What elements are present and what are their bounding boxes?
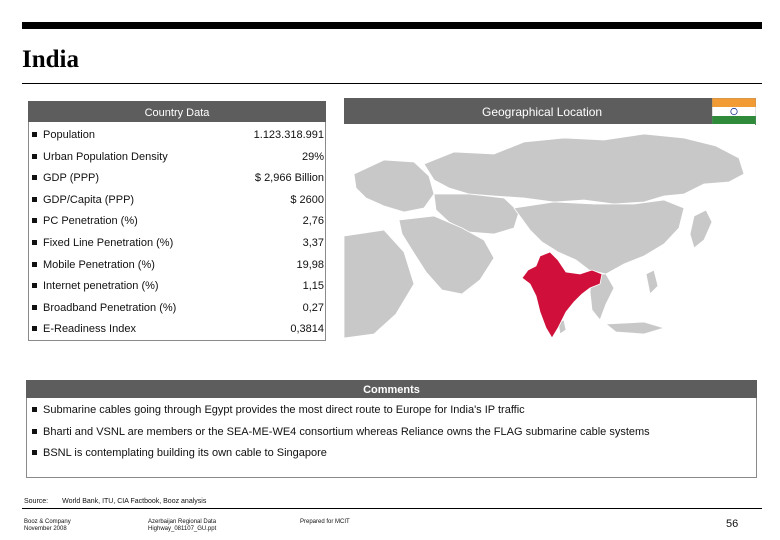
data-row-e-readiness	[32, 323, 324, 337]
row-value: 19,98	[296, 259, 324, 271]
bullet-icon	[32, 326, 37, 331]
country-data-header: Country Data	[28, 101, 326, 122]
source-text: World Bank, ITU, CIA Factbook, Booz analysis	[62, 498, 207, 505]
bullet-icon	[32, 154, 37, 159]
comment-item	[32, 404, 525, 416]
row-value: 0,27	[302, 302, 324, 314]
data-row-broadband	[32, 302, 324, 316]
row-label: GDP (PPP)	[43, 172, 100, 184]
row-label: GDP/Capita (PPP)	[43, 194, 135, 206]
footer-document	[148, 519, 216, 533]
bullet-icon	[32, 305, 37, 310]
data-row-urban-density	[32, 151, 324, 165]
bullet-icon	[32, 197, 37, 202]
document-file: Highway_081107_GU.ppt	[148, 526, 217, 532]
row-value: 0,3814	[290, 323, 324, 335]
data-row-internet	[32, 280, 324, 294]
prepared-for: Prepared for MCIT	[300, 519, 350, 525]
india-flag-icon	[712, 98, 756, 125]
data-row-pc-penetration	[32, 215, 324, 229]
comment-text: Bharti and VSNL are members or the SEA-ME-WE4 consortium whereas Reliance owns the FLAG submarine cable systems	[43, 426, 650, 438]
row-label: E-Readiness Index	[43, 323, 136, 335]
data-row-gdp	[32, 172, 324, 186]
row-label: Urban Population Density	[43, 151, 168, 163]
row-value: 1,15	[302, 280, 324, 292]
row-value: $ 2600	[290, 194, 324, 206]
footer-date: November 2008	[24, 526, 67, 532]
comment-item	[32, 426, 650, 438]
row-label: Population	[43, 129, 95, 141]
bullet-icon	[32, 429, 37, 434]
geo-location-header: Geographical Location	[344, 98, 755, 124]
row-value: 3,37	[302, 237, 324, 249]
row-value: 1.123.318.991	[253, 129, 324, 141]
bullet-icon	[32, 218, 37, 223]
row-value: $ 2,966 Billion	[254, 172, 324, 184]
bullet-icon	[32, 283, 37, 288]
source-label: Source:	[24, 498, 49, 505]
source-note	[24, 498, 206, 505]
row-label: Broadband Penetration (%)	[43, 302, 177, 314]
bullet-icon	[32, 262, 37, 267]
comment-text: BSNL is contemplating building its own cable to Singapore	[43, 447, 327, 459]
data-row-gdp-capita	[32, 194, 324, 208]
row-label: Mobile Penetration (%)	[43, 259, 155, 271]
bullet-icon	[32, 132, 37, 137]
top-bar	[22, 22, 762, 29]
comments-header: Comments	[26, 380, 757, 398]
data-row-fixed-line	[32, 237, 324, 251]
data-row-population	[32, 129, 324, 143]
row-label: Fixed Line Penetration (%)	[43, 237, 174, 249]
document-title: Azerbaijan Regional Data	[148, 519, 217, 525]
row-label: Internet penetration (%)	[43, 280, 159, 292]
page-number: 56	[726, 518, 739, 530]
footer-company	[24, 519, 71, 533]
bullet-icon	[32, 450, 37, 455]
comment-text: Submarine cables going through Egypt provides the most direct route to Europe for India's IP traffic	[43, 404, 525, 416]
bullet-icon	[32, 407, 37, 412]
bullet-icon	[32, 175, 37, 180]
footer-divider	[22, 508, 762, 509]
title-divider	[22, 83, 762, 84]
asia-map	[344, 124, 755, 341]
row-value: 29%	[301, 151, 324, 163]
row-value: 2,76	[302, 215, 324, 227]
page-title: India	[22, 46, 79, 73]
data-row-mobile	[32, 259, 324, 273]
bullet-icon	[32, 240, 37, 245]
row-label: PC Penetration (%)	[43, 215, 138, 227]
company-name: Booz & Company	[24, 519, 71, 525]
comment-item	[32, 447, 327, 459]
